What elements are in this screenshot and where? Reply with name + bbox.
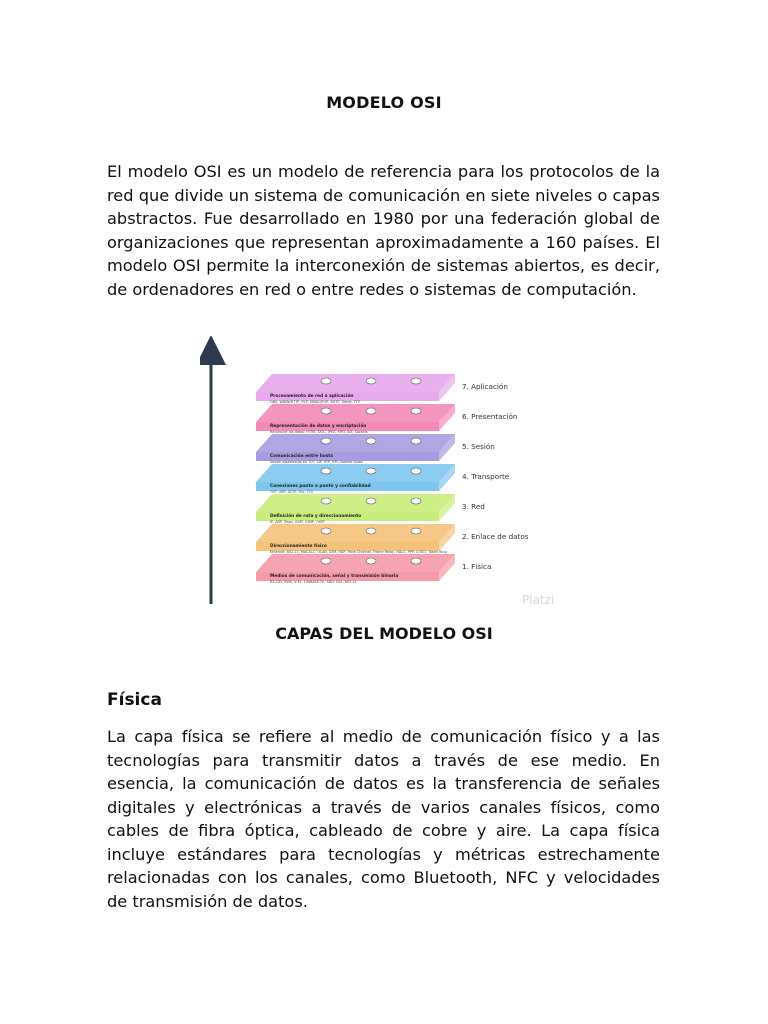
device-icon bbox=[366, 558, 376, 564]
layer-description: Representación de datos y encriptación bbox=[270, 424, 367, 429]
device-icon bbox=[321, 498, 331, 504]
layer-description: Medios de comunicación, señal y transmisión binaria bbox=[270, 574, 399, 579]
layer-top-face bbox=[256, 524, 455, 542]
layer-description: Procesamiento de red a aplicación bbox=[270, 394, 354, 399]
layer-protocols: Ethernet, 802.11, MAC/LLC, VLAN, ATM, HDP, Fibre Channel, Frame Relay, HDLC, PPP, Q.921, Token Ring bbox=[270, 550, 447, 554]
device-icon bbox=[321, 408, 331, 414]
device-icon bbox=[411, 438, 421, 444]
device-icon bbox=[411, 408, 421, 414]
osi-layer bbox=[256, 434, 495, 464]
layer-label: 4. Transporte bbox=[462, 472, 510, 481]
device-icon bbox=[411, 558, 421, 564]
layer-label: 3. Red bbox=[462, 502, 485, 511]
osi-layer bbox=[256, 554, 491, 584]
layer-description: Comunicación entre hosts bbox=[270, 454, 333, 459]
device-icon bbox=[411, 468, 421, 474]
osi-layers-figure bbox=[200, 336, 572, 608]
device-icon bbox=[366, 408, 376, 414]
layer-label: 1. Física bbox=[462, 562, 492, 571]
layer-description: Conexiones punto a punto y confiabilidad bbox=[270, 484, 371, 489]
device-icon bbox=[411, 378, 421, 384]
layer-description: Definición de ruta y direccionamiento bbox=[270, 514, 362, 519]
layer-protocols: IP, ARP, IPsec, ICMP, IGMP, OSPF bbox=[270, 520, 325, 524]
device-icon bbox=[321, 528, 331, 534]
device-icon bbox=[321, 468, 331, 474]
device-icon bbox=[366, 498, 376, 504]
layer-top-face bbox=[256, 464, 455, 482]
device-icon bbox=[366, 528, 376, 534]
layer-label: 5. Sesión bbox=[462, 442, 495, 451]
osi-layer bbox=[256, 524, 529, 554]
osi-layer bbox=[256, 464, 510, 494]
osi-layer bbox=[256, 404, 517, 434]
fisica-paragraph: La capa física se refiere al medio de comunicación físico y a las tecnologías para transmitir datos a través de ese medio. En esencia, la comunicación de datos es la transferencia de señales digitales y electrónicas a través de varios canales físicos, como cables de fibra óptica, cableado de cobre y aire. La capa física incluye estándares para tecnologías y métricas estrechamente relacionadas con los canales, como Bluetooth, NFC y velocidades de transmisión de datos. bbox=[107, 727, 660, 911]
layer-top-face bbox=[256, 404, 455, 422]
layers-group bbox=[256, 374, 529, 584]
layer-label: 2. Enlace de datos bbox=[462, 532, 529, 541]
layer-protocols: RS-232, RJ45, V.34, 100BASE-TX, SDH, DSL, 802.11 bbox=[270, 580, 357, 584]
device-icon bbox=[321, 378, 331, 384]
device-icon bbox=[366, 438, 376, 444]
layer-top-face bbox=[256, 434, 455, 452]
device-icon bbox=[411, 528, 421, 534]
intro-paragraph: El modelo OSI es un modelo de referencia para los protocolos de la red que divide un sistema de comunicación en siete niveles o capas abstractos. Fue desarrollado en 1980 por una federación global de organizaciones que representan aproximadamente a 160 países. El modelo OSI permite la interconexión de sistemas abiertos, es decir, de ordenadores en red o entre redes o sistemas de computación. bbox=[107, 162, 660, 299]
device-icon bbox=[321, 558, 331, 564]
osi-layers-diagram bbox=[200, 336, 572, 608]
section-heading-fisica: Física bbox=[107, 690, 162, 710]
layer-top-face bbox=[256, 374, 455, 392]
device-icon bbox=[321, 438, 331, 444]
layer-description: Direccionamiento físico bbox=[270, 544, 327, 549]
osi-layer bbox=[256, 494, 485, 524]
layer-protocols: TCP, UDP, SCTP, SSL, TLS bbox=[270, 490, 313, 494]
osi-layer bbox=[256, 374, 508, 404]
document-title: MODELO OSI bbox=[326, 93, 442, 112]
device-icon bbox=[411, 498, 421, 504]
layer-protocols: DNS, WWW/HTTP, P2P, EMAIL/POP, SMTP, Telnet, FTP bbox=[270, 400, 360, 404]
device-icon bbox=[366, 468, 376, 474]
layer-top-face bbox=[256, 554, 455, 572]
layer-protocols: Reconocer los datos: HTML, DOC, JPEG, MP3, AVI, Sockets bbox=[270, 430, 368, 434]
layer-top-face bbox=[256, 494, 455, 512]
device-icon bbox=[366, 378, 376, 384]
layer-label: 6. Presentación bbox=[462, 412, 518, 421]
watermark-text: Platzi bbox=[522, 593, 555, 607]
figure-caption: CAPAS DEL MODELO OSI bbox=[275, 624, 493, 643]
layer-label: 7. Aplicación bbox=[462, 382, 508, 391]
layer-protocols: Sesión establecida en TCP, SIP, RTP, RPC-Named pipes bbox=[270, 460, 363, 464]
